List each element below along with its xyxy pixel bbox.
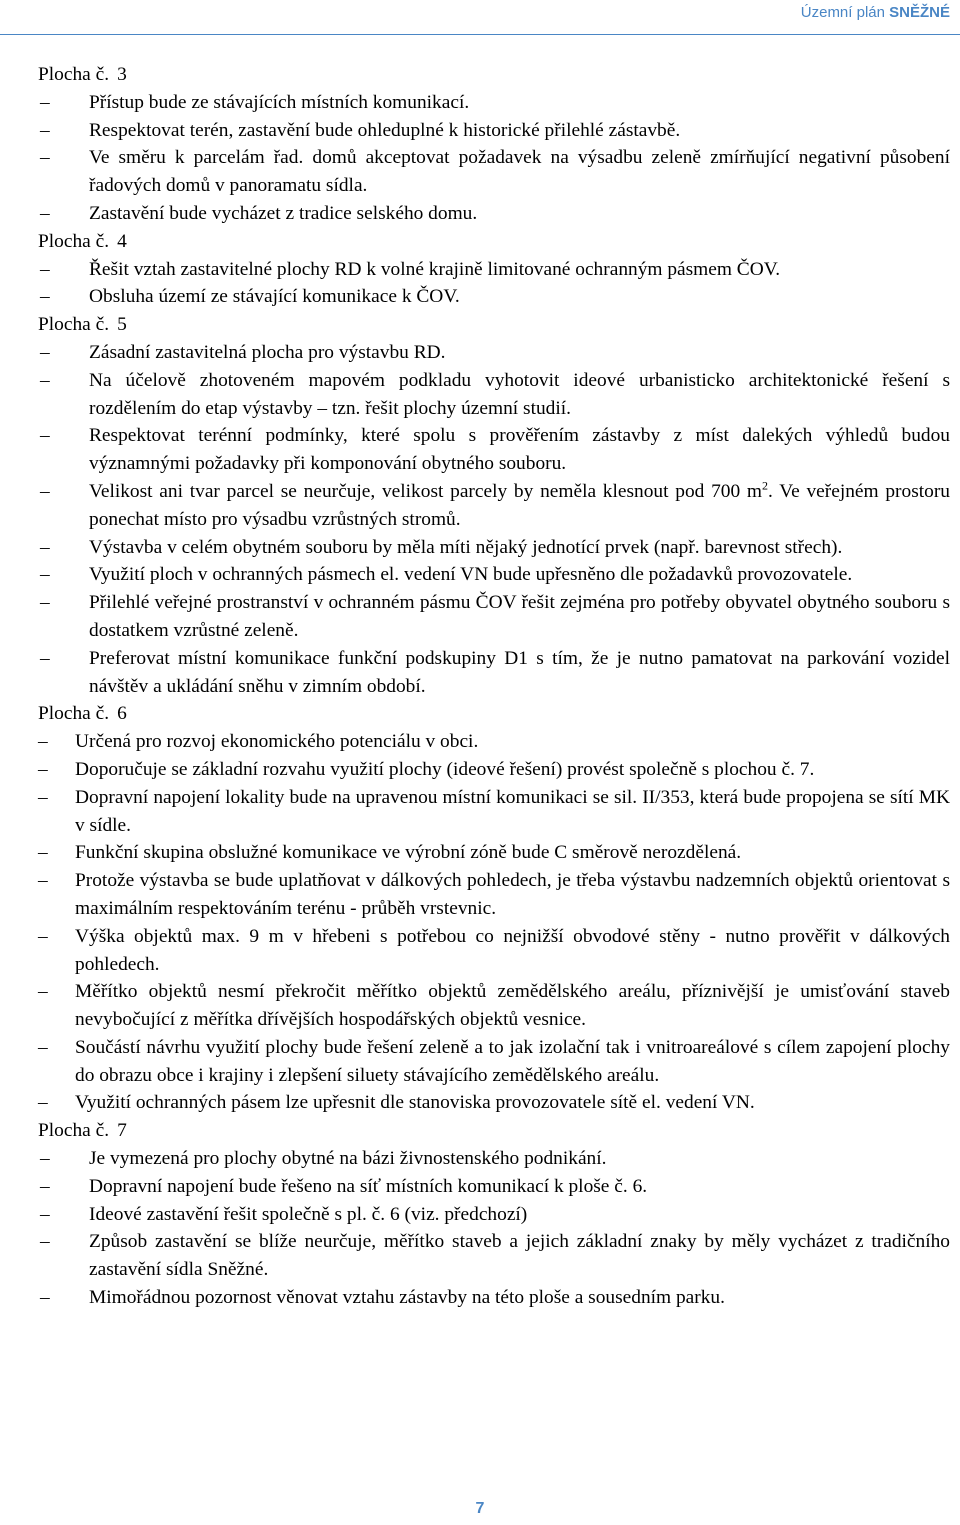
- bullet-list: [38, 1145, 950, 1312]
- section-heading: Plocha č. 3: [38, 64, 127, 85]
- list-item: – Přístup bude ze stávajících místních komunikací.: [38, 89, 950, 117]
- list-item: – Doporučuje se základní rozvahu využití plochy (ideové řešení) provést společně s plochou č. 7.: [38, 756, 950, 784]
- bullet-list: [38, 728, 950, 1117]
- list-item: – Respektovat terénní podmínky, které spolu s prověřením zástavby z míst dalekých výhledů budou významnými požadavky při komponování obytného souboru.: [38, 422, 950, 478]
- list-item: – Ideové zastavění řešit společně s pl. č. 6 (viz. předchozí): [38, 1201, 950, 1229]
- list-item: – Funkční skupina obslužné komunikace ve výrobní zóně bude C směrově nerozdělená.: [38, 839, 950, 867]
- list-item: – Mimořádnou pozornost věnovat vztahu zástavby na této ploše a sousedním parku.: [38, 1284, 950, 1312]
- list-item: – Určená pro rozvoj ekonomického potenciálu v obci.: [38, 728, 950, 756]
- header-rule: [0, 34, 960, 35]
- list-item: – Způsob zastavění se blíže neurčuje, měřítko staveb a jejich základní znaky by měly vycházet z tradičního zastavění sídla Sněžné.: [38, 1228, 950, 1284]
- running-header: [801, 4, 950, 21]
- list-item: – Obsluha území ze stávající komunikace k ČOV.: [38, 283, 950, 311]
- list-item: – Na účelově zhotoveném mapovém podkladu vyhotovit ideové urbanisticko architektonické řešení s rozdělením do etap výstavby – tzn. řešit plochy územní studií.: [38, 367, 950, 423]
- list-item: – Respektovat terén, zastavění bude ohleduplné k historické přilehlé zástavbě.: [38, 117, 950, 145]
- list-item: – Výstavba v celém obytném souboru by měla míti nějaký jednotící prvek (např. barevnost střech).: [38, 534, 950, 562]
- list-item: – Využití ochranných pásem lze upřesnit dle stanoviska provozovatele sítě el. vedení VN.: [38, 1089, 950, 1117]
- list-item: – Velikost ani tvar parcel se neurčuje, velikost parcely by neměla klesnout pod 700 $m^2$. Ve veřejném prostoru ponechat místo pro výsadbu vzrůstných stromů.: [38, 478, 950, 534]
- list-item: – Výška objektů max. 9 m v hřebeni s potřebou co nejnižší obvodové stěny - nutno prověřit v dálkových pohledech.: [38, 923, 950, 979]
- list-item: – Ve směru k parcelám řad. domů akceptovat požadavek na výsadbu zeleně zmírňující negativní působení řadových domů v panoramatu sídla.: [38, 144, 950, 200]
- list-item: – Měřítko objektů nesmí překročit měřítko objektů zemědělského areálu, příznivější je umisťování staveb nevybočující z měřítka dřívějších hospodářských objektů vesnice.: [38, 978, 950, 1034]
- section-heading: Plocha č. 6: [38, 703, 127, 725]
- document-body: [38, 61, 950, 1312]
- list-item: – Řešit vztah zastavitelné plochy RD k volné krajině limitované ochranným pásmem ČOV.: [38, 256, 950, 284]
- list-item: – Dopravní napojení bude řešeno na síť místních komunikací k ploše č. 6.: [38, 1173, 950, 1201]
- page-number: 7: [475, 1500, 485, 1517]
- list-item: – Využití ploch v ochranných pásmech el. vedení VN bude upřesněno dle požadavků provozovatele.: [38, 561, 950, 589]
- list-item: – Zásadní zastavitelná plocha pro výstavbu RD.: [38, 339, 950, 367]
- list-item: – Protože výstavba se bude uplatňovat v dálkových pohledech, je třeba výstavbu nadzemních objektů orientovat s maximálním respektováním terénu - průběh vrstevnic.: [38, 867, 950, 923]
- section-heading: Plocha č. 4: [38, 230, 127, 252]
- list-item: – Zastavění bude vycházet z tradice selského domu.: [38, 200, 950, 228]
- list-item: – Preferovat místní komunikace funkční podskupiny D1 s tím, že je nutno pamatovat na parkování vozidel návštěv a ukládání sněhu v zimním období.: [38, 645, 950, 701]
- section-heading: Plocha č. 5: [38, 314, 127, 336]
- list-item: – Je vymezená pro plochy obytné na bázi živnostenského podnikání.: [38, 1145, 950, 1173]
- header-title: Územní plán: [800, 4, 885, 21]
- section-heading: Plocha č. 7: [38, 1120, 127, 1142]
- bullet-list: [38, 256, 950, 312]
- list-item: – Součástí návrhu využití plochy bude řešení zeleně a to jak izolační tak i vnitroareálové s cílem zapojení plochy do obrazu obce i krajiny i zlepšení siluety stávajícího zemědělského areálu.: [38, 1034, 950, 1090]
- header-title-bold: SNĚŽNÉ: [889, 4, 950, 21]
- list-item: – Dopravní napojení lokality bude na upravenou místní komunikaci se sil. II/353, která bude propojena se sítí MK v sídle.: [38, 784, 950, 840]
- list-item: – Přilehlé veřejné prostranství v ochranném pásmu ČOV řešit zejména pro potřeby obyvatel obytného souboru s dostatkem vzrůstné zeleně.: [38, 589, 950, 645]
- bullet-list: [38, 89, 950, 228]
- bullet-list: [38, 339, 950, 700]
